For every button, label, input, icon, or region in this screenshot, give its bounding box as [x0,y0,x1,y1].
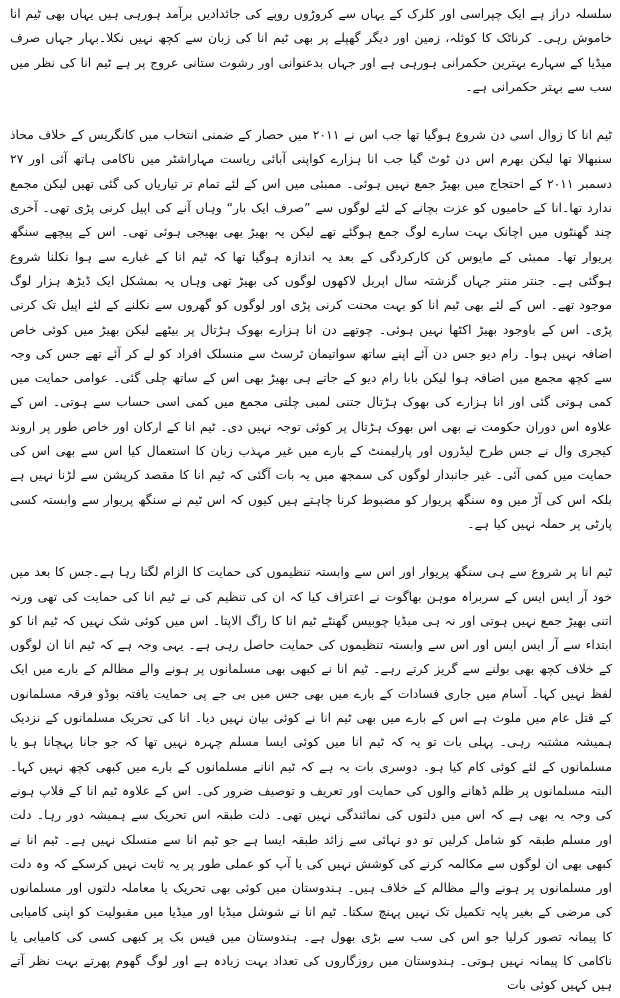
paragraph-2: ٹیم انا کا زوال اسی دن شروع ہوگیا تھا جب اس نے ۲۰۱۱ میں حصار کے ضمنی انتخاب میں کانگریس کے خلاف محاذ سنبھالا تھا لیکن بھرم اس دن ٹوٹ گیا جب انا ہزارے کواپنی آبائی ریاست مہاراشٹر میں ناکامی ہاتھ آئی اور ۲۷ دسمبر ۲۰۱۱ کے احتجاج میں بھیڑ جمع نہیں ہوئی۔ ممبئی میں اس کے لئے تمام تر تیاریاں کی گئی تھیں لیکن مجمع ندارد تھا۔انا کے حامیوں کو عزت بچانے کے لئے لوگوں سے ”صرف ایک بار“ وہاں آنے کی اپیل کرنی پڑی تھی۔ آخری چند گھنٹوں میں اچانک بہت سارے لوگ جمع ہوگئے تھے لیکن یہ بھیڑ بھی بھیجی ہوئی تھی۔ اس کے پیچھے سنگھ پریوار تھا۔ ممبئی کے مایوس کن کارکردگی کے بعد یہ اندازہ ہوگیا تھا کہ ٹیم انا کے غبارے سے ہوا نکلنا شروع ہوگئی ہے۔ جنتر منتر جہاں گزشتہ سال اپریل لاکھوں لوگوں کی بھیڑ تھی وہاں یہ بمشکل ایک ڈیڑھ ہزار لوگ موجود تھے۔ اس کے لئے بھی ٹیم انا کو بہت محنت کرنی پڑی اور لوگوں کو گھروں سے نکلنے کے لئے اپیل تک کرنی پڑی۔ اس کے باوجود بھیڑ اکٹھا نہیں ہوئی۔ چوتھے دن انا ہزارے بھوک ہڑتال پر بیٹھے لیکن بھیڑ میں کوئی خاص اضافہ نہیں ہوا۔ رام دیو جس دن آئے اپنے ساتھ سواتیمان ٹرسٹ سے منسلک افراد کو لے کر آئے تھے جس کی وجہ سے کچھ مجمع میں اضافہ ہوا لیکن بابا رام دیو کے جاتے ہی بھیڑ بھی اس کے ساتھ چلی گئی۔ عوامی حمایت میں کمی ہوتی گئی اور انا ہزارے کی بھوک ہڑتال جتنی لمبی چلتی مجمع میں کمی اسی حساب سے ہوتی۔ اس کے علاوہ اس دوران حکومت نے بھی اس بھوک ہڑتال پر کوئی توجہ نہیں دی۔ ٹیم انا کے ارکان اور خاص طور پر اروند کیجری وال نے جس طرح لیڈروں اور پارلیمنٹ کے بارے میں غیر مہذب زبان کا استعمال کیا اس سے بھی اس کی حمایت میں کمی آئی۔ غیر جانبدار لوگوں کی سمجھ میں یہ بات آگئی کہ ٹیم انا کا مقصد کرپشن سے لڑنا نہیں ہے بلکہ اس کی آڑ میں وہ سنگھ پریوار کو مضبوط کرنا چاہتے ہیں کیوں کہ اس ٹیم نے سنگھ پریوار سے وابستہ کسی پارٹی پر حملہ نہیں کیا ہے۔ [10,127,612,531]
paragraph-gap [10,536,612,560]
paragraph-gap [10,99,612,123]
paragraph-1: سلسلہ دراز ہے ایک چپراسی اور کلرک کے یہاں سے کروڑوں روپے کی جائدادیں برآمد ہورہی ہیں یہاں بھی ٹیم انا خاموش رہی۔ کرناٹک کا کوئلہ، زمین اور دیگر گھپلے پر بھی ٹیم انا کی زبان سے کچھ نہیں نکلا۔بہار جہاں صرف میڈیا کے سہارے بہترین حکمرانی ہورہی ہے اور جہاں بدعنوانی اور رشوت ستانی عروج پر ہے ٹیم انا کی نظر میں سب سے بہتر حکمرانی ہے۔ [10,6,612,94]
paragraph-3: ٹیم انا پر شروع سے ہی سنگھ پریوار اور اس سے وابستہ تنظیموں کی حمایت کا الزام لگتا رہا ہے۔جس کا بعد میں خود آر ایس ایس کے سربراہ موہن بھاگوت نے اعتراف کیا کہ ان کی تنظیم کی نے ٹیم انا کی حمایت کی تھی ورنہ اتنی بھیڑ جمع نہیں ہوتی اور نہ ہی میڈیا چوبیس گھنٹے ٹیم انا کا راگ الاپتا۔ اس میں کوئی شک نہیں کہ ٹیم انا کو ابتداء سے آر ایس ایس اور اس سے وابستہ تنظیموں کی حمایت حاصل رہی ہے۔ یہی وجہ ہے کہ ٹیم انا ان لوگوں کے خلاف کچھ بھی بولنے سے گریز کرتے رہے۔ ٹیم انا نے کبھی بھی مسلمانوں پر ہونے والے مظالم کے بارے میں ایک لفظ نہیں کہا۔ آسام میں جاری فسادات کے بارے میں بھی جس میں بی جے پی حمایت یافتہ بوڈو فرقہ مسلمانوں کے قتل عام میں ملوث ہے اس کے بارے میں بھی ٹیم انا نے کوئی بیان نہیں دیا۔ انا کی تحریک مسلمانوں کے نزدیک ہمیشہ مشتبہ رہی۔ پہلی بات تو یہ کہ ٹیم انا میں کوئی ایسا مسلم چہرہ نہیں تھا کہ جو جانا پہچانا ہو یا مسلمانوں کے لئے کوئی کام کیا ہو۔ دوسری بات یہ ہے کہ ٹیم انانے مسلمانوں کے بارے میں کبھی کچھ نہیں کہا۔ البتہ مسلمانوں پر ظلم ڈھانے والوں کی حمایت اور تعریف و توصیف ضرور کی۔ اس کے علاوہ ٹیم انا کے فلاپ ہونے کی وجہ یہ بھی ہے کہ اس میں دلتوں کی نمائندگی نہیں تھی۔ دلت طبقہ اس تحریک سے ہمیشہ دور رہا۔ دلت اور مسلم طبقہ کو شامل کرلیں تو دو تہائی سے زائد طبقہ ایسا ہے جو ٹیم انا سے منسلک نہیں ہے۔ ٹیم انا نے کبھی بھی ان لوگوں سے مکالمہ کرنے کی کوشش نہیں کی یا آپ کو عملی طور پر یہ ثابت نہیں کرسکے کہ وہ دلت اور مسلمانوں پر ہونے والے مظالم کے خلاف ہیں۔ ہندوستان میں کوئی بھی تحریک یا معاملہ دلتوں اور مسلمانوں کی مرضی کے بغیر پایہ تکمیل تک نہیں پہنچ سکتا۔ ٹیم انا نے شوشل میڈیا اور میڈیا میں مقبولیت کو اپنی کامیابی کا پیمانہ تصور کرلیا جو اس کی سب سے بڑی بھول ہے۔ ہندوستان میں فیس بک پر کبھی کسی کی کامیابی یا ناکامی کا پیمانہ نہیں ہوتی۔ ہندوستان میں روزگاروں کی تعداد بہت زیادہ ہے اور لوگ گھوم پھرتے بہت نظر آتے ہیں کہیں کوئی بات [10,564,612,993]
